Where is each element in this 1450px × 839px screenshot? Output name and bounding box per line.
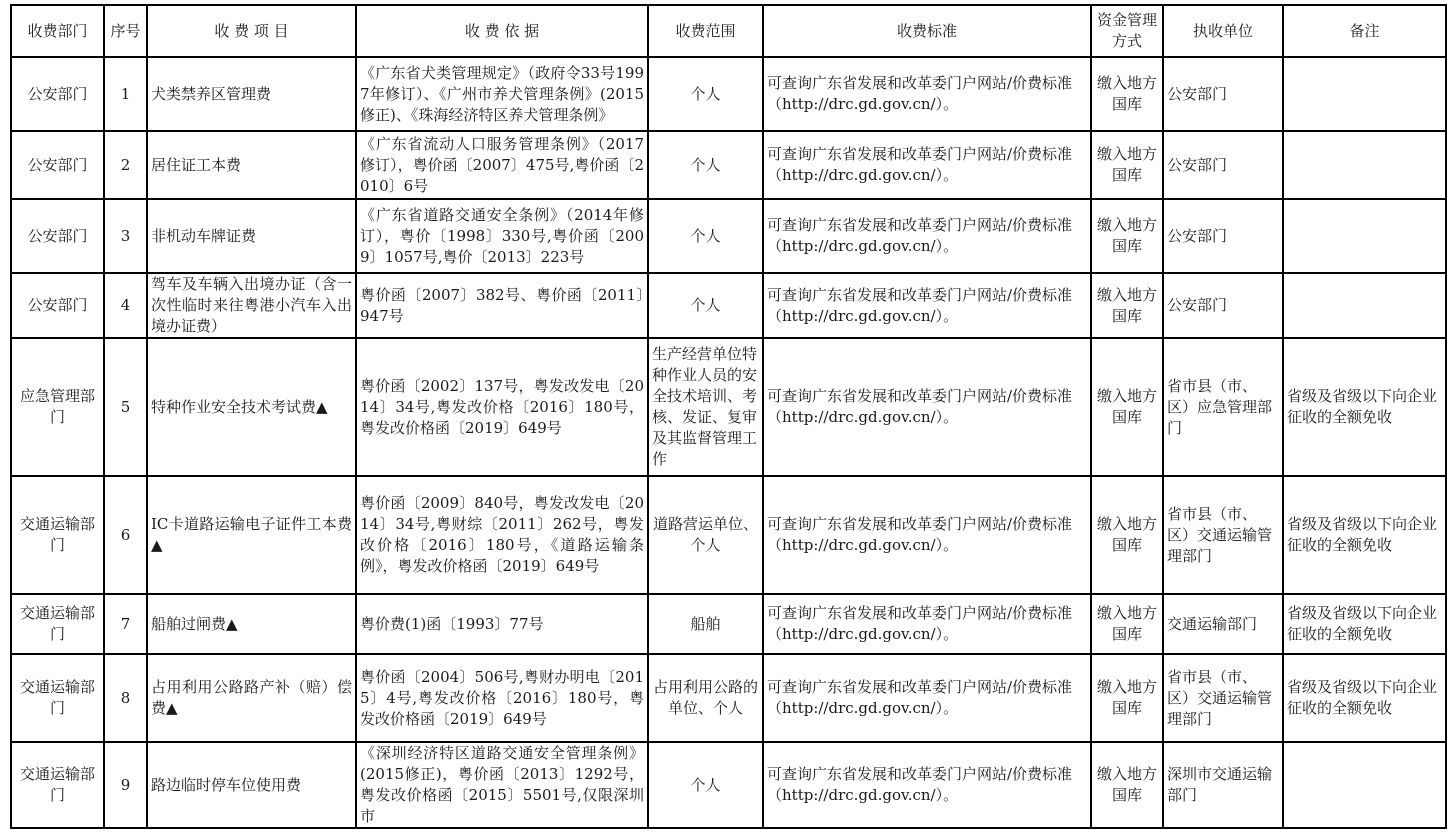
table-row: [11, 338, 1446, 476]
cell-unit: 交通运输部门: [1163, 594, 1283, 654]
basis-text: 粤价函〔2009〕840号，粤发改发电〔2014〕34号,粤财综〔2011〕262号，粤发改价格〔2016〕180号，《道路运输条例》，粤发改价格函〔2019〕649号: [360, 494, 644, 575]
cell-basis: [356, 57, 648, 131]
basis-text: 《广东省道路交通安全条例》（2014年修订），粤价〔1998〕330号,粤价函〔2009〕1057号,粤价〔2013〕223号: [360, 205, 644, 266]
cell-dept: 公安部门: [11, 273, 104, 338]
header-note: 备注: [1283, 5, 1446, 57]
cell-unit: 省市县（市、区）交通运输管理部门: [1163, 654, 1283, 742]
header-scope: 收费范围: [648, 5, 763, 57]
basis-text: 《广东省犬类管理规定》（政府令33号1997年修订）、《广州市养犬管理条例》(2015修正)、《珠海经济特区养犬管理条例》: [360, 63, 644, 124]
cell-mgmt: 缴入地方国库: [1091, 654, 1163, 742]
header-item: 收 费 项 目: [147, 5, 356, 57]
cell-item: 占用利用公路路产补（赔）偿费▲: [147, 654, 356, 742]
cell-scope: 生产经营单位特种作业人员的安全技术培训、考核、发证、复审及其监督管理工作: [648, 338, 763, 476]
cell-unit: 省市县（市、区）应急管理部门: [1163, 338, 1283, 476]
cell-item: 船舶过闸费▲: [147, 594, 356, 654]
cell-dept: 公安部门: [11, 199, 104, 273]
cell-dept: 应急管理部门: [11, 338, 104, 476]
table-row: [11, 199, 1446, 273]
cell-note: [1283, 273, 1446, 338]
cell-standard: 可查询广东省发展和改革委门户网站/价费标准（http://drc.gd.gov.cn/）。: [763, 338, 1091, 476]
cell-basis: [356, 273, 648, 338]
cell-unit: 公安部门: [1163, 57, 1283, 131]
cell-standard: 可查询广东省发展和改革委门户网站/价费标准（http://drc.gd.gov.cn/）。: [763, 273, 1091, 338]
basis-text: 粤价函〔2007〕382号、粤价函〔2011〕947号: [360, 285, 644, 325]
header-basis: 收 费 依 据: [356, 5, 648, 57]
cell-note: 省级及省级以下向企业征收的全额免收: [1283, 338, 1446, 476]
cell-note: [1283, 131, 1446, 199]
table-row: [11, 131, 1446, 199]
cell-unit: 省市县（市、区）交通运输管理部门: [1163, 476, 1283, 594]
table-row: [11, 742, 1446, 828]
cell-standard: 可查询广东省发展和改革委门户网站/价费标准（http://drc.gd.gov.cn/）。: [763, 476, 1091, 594]
basis-text: 《广东省流动人口服务管理条例》（2017修订），粤价函〔2007〕475号,粤价函〔2010〕6号: [360, 134, 644, 195]
cell-note: [1283, 57, 1446, 131]
cell-basis: [356, 131, 648, 199]
cell-mgmt: 缴入地方国库: [1091, 338, 1163, 476]
cell-item: 非机动车牌证费: [147, 199, 356, 273]
cell-standard: 可查询广东省发展和改革委门户网站/价费标准（http://drc.gd.gov.cn/）。: [763, 199, 1091, 273]
table-row: [11, 654, 1446, 742]
cell-scope: 道路营运单位、个人: [648, 476, 763, 594]
cell-note: 省级及省级以下向企业征收的全额免收: [1283, 654, 1446, 742]
cell-mgmt: 缴入地方国库: [1091, 273, 1163, 338]
cell-item: 特种作业安全技术考试费▲: [147, 338, 356, 476]
cell-dept: 交通运输部门: [11, 654, 104, 742]
cell-unit: 公安部门: [1163, 131, 1283, 199]
cell-scope: 个人: [648, 273, 763, 338]
basis-text: 粤价费(1)函〔1993〕77号: [360, 614, 544, 633]
cell-num: 8: [104, 654, 147, 742]
basis-text: 粤价函〔2004〕506号,粤财办明电〔2015〕4号,粤发改价格〔2016〕180号，粤发改价格函〔2019〕649号: [360, 667, 644, 728]
cell-num: 2: [104, 131, 147, 199]
cell-dept: 交通运输部门: [11, 742, 104, 828]
cell-item: 犬类禁养区管理费: [147, 57, 356, 131]
cell-mgmt: 缴入地方国库: [1091, 476, 1163, 594]
cell-scope: 个人: [648, 57, 763, 131]
header-standard: 收费标准: [763, 5, 1091, 57]
cell-mgmt: 缴入地方国库: [1091, 131, 1163, 199]
cell-basis: [356, 476, 648, 594]
cell-scope: 个人: [648, 742, 763, 828]
cell-item: 驾车及车辆入出境办证（含一次性临时来往粤港小汽车入出境办证费）: [147, 273, 356, 338]
table-row: [11, 57, 1446, 131]
cell-unit: 公安部门: [1163, 199, 1283, 273]
table-row: [11, 476, 1446, 594]
cell-dept: 公安部门: [11, 131, 104, 199]
cell-num: 3: [104, 199, 147, 273]
cell-standard: 可查询广东省发展和改革委门户网站/价费标准（http://drc.gd.gov.cn/）。: [763, 742, 1091, 828]
cell-num: 7: [104, 594, 147, 654]
cell-dept: 公安部门: [11, 57, 104, 131]
cell-basis: [356, 199, 648, 273]
cell-note: 省级及省级以下向企业征收的全额免收: [1283, 594, 1446, 654]
cell-mgmt: 缴入地方国库: [1091, 57, 1163, 131]
cell-note: [1283, 742, 1446, 828]
cell-mgmt: 缴入地方国库: [1091, 742, 1163, 828]
cell-dept: 交通运输部门: [11, 476, 104, 594]
cell-basis: [356, 338, 648, 476]
header-unit: 执收单位: [1163, 5, 1283, 57]
cell-basis: [356, 742, 648, 828]
cell-num: 9: [104, 742, 147, 828]
cell-basis: [356, 654, 648, 742]
cell-num: 1: [104, 57, 147, 131]
table-row: [11, 273, 1446, 338]
cell-unit: 公安部门: [1163, 273, 1283, 338]
cell-dept: 交通运输部门: [11, 594, 104, 654]
table-row: [11, 594, 1446, 654]
cell-mgmt: 缴入地方国库: [1091, 594, 1163, 654]
cell-standard: 可查询广东省发展和改革委门户网站/价费标准（http://drc.gd.gov.cn/）。: [763, 57, 1091, 131]
cell-mgmt: 缴入地方国库: [1091, 199, 1163, 273]
cell-scope: 船舶: [648, 594, 763, 654]
header-mgmt: 资金管理方式: [1091, 5, 1163, 57]
cell-note: 省级及省级以下向企业征收的全额免收: [1283, 476, 1446, 594]
fee-table: [10, 4, 1447, 829]
cell-unit: 深圳市交通运输部门: [1163, 742, 1283, 828]
cell-scope: 个人: [648, 199, 763, 273]
cell-scope: 个人: [648, 131, 763, 199]
cell-scope: 占用利用公路的单位、个人: [648, 654, 763, 742]
header-num: 序号: [104, 5, 147, 57]
cell-item: 路边临时停车位使用费: [147, 742, 356, 828]
cell-num: 6: [104, 476, 147, 594]
cell-standard: 可查询广东省发展和改革委门户网站/价费标准（http://drc.gd.gov.cn/）。: [763, 654, 1091, 742]
cell-num: 4: [104, 273, 147, 338]
cell-item: 居住证工本费: [147, 131, 356, 199]
basis-text: 粤价函〔2002〕137号，粤发改发电〔2014〕34号,粤发改价格〔2016〕180号，粤发改价格函〔2019〕649号: [360, 376, 644, 437]
cell-basis: [356, 594, 648, 654]
header-row: [11, 5, 1446, 57]
cell-num: 5: [104, 338, 147, 476]
cell-note: [1283, 199, 1446, 273]
cell-standard: 可查询广东省发展和改革委门户网站/价费标准（http://drc.gd.gov.cn/）。: [763, 594, 1091, 654]
cell-standard: 可查询广东省发展和改革委门户网站/价费标准（http://drc.gd.gov.cn/）。: [763, 131, 1091, 199]
header-dept: 收费部门: [11, 5, 104, 57]
basis-text: 《深圳经济特区道路交通安全管理条例》(2015修正)，粤价函〔2013〕1292号，粤发改价格函〔2015〕5501号,仅限深圳市: [360, 744, 644, 825]
cell-item: IC卡道路运输电子证件工本费▲: [147, 476, 356, 594]
